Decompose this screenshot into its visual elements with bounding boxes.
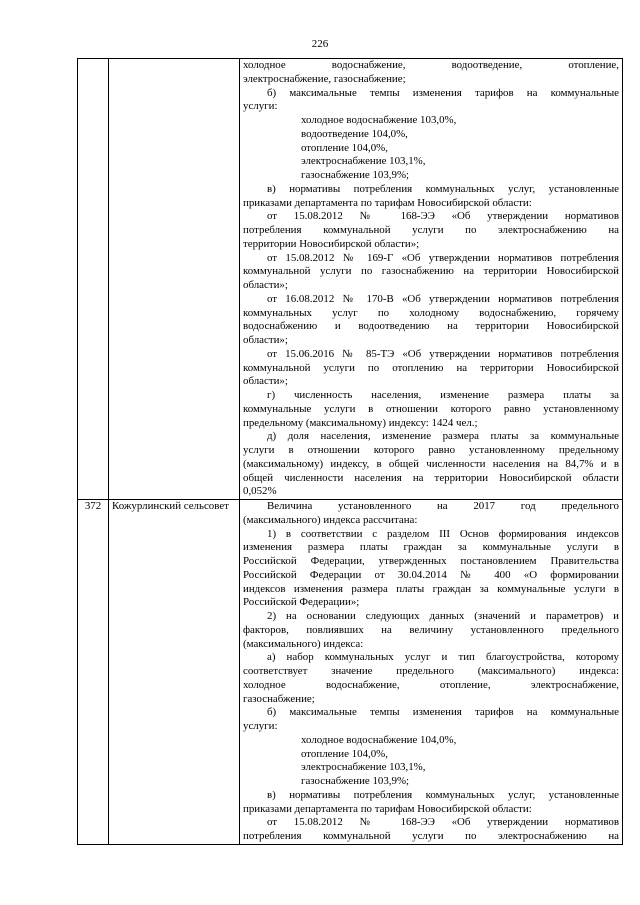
text-line: коммунальной услуги по газоснабжению на территории Новосибирской <box>243 265 619 278</box>
text-line: потребления коммунальной услуги по электроснабжению на <box>243 224 619 236</box>
text-line: (максимальному) индексу, в общей численности населения на 84,7% и в <box>243 457 619 470</box>
text-line: г) численность населения, изменение размера платы за <box>267 389 619 401</box>
text-line: от 15.06.2016 № 85-ТЭ «Об утверждении нормативов потребления <box>267 347 619 360</box>
text-line: коммунальные услуги в отношении которого равно установленному <box>243 402 619 415</box>
text-line: Величина установленного на 2017 год предельного <box>267 500 619 512</box>
text-line: холодное водоснабжение, отопление, электроснабжение, <box>243 678 619 691</box>
text-line: соответствует значение предельного (максимального) индекса: <box>243 665 619 677</box>
text-line: отопление 104,0%, <box>301 141 388 154</box>
text-line: территории Новосибирской области»; <box>243 237 420 250</box>
text-line: водоснабжению и водоотведению на территории Новосибирской <box>243 320 619 333</box>
municipality-name-cell <box>109 59 240 500</box>
text-line: электроснабжение 103,1%, <box>301 155 426 168</box>
text-line: коммунальной услуги по отоплению на территории Новосибирской <box>243 361 619 374</box>
text-line: холодное водоснабжение, водоотведение, отопление, <box>243 59 619 71</box>
text-line: б) максимальные темпы изменения тарифов на коммунальные <box>267 86 619 99</box>
text-line: области»; <box>243 334 288 346</box>
text-line: холодное водоснабжение 104,0%, <box>301 733 457 746</box>
text-line: в) нормативы потребления коммунальных услуг, установленные <box>267 182 619 195</box>
document-table <box>77 58 623 845</box>
text-line: общей численности населения на территории Новосибирской области <box>243 471 619 484</box>
text-line: электроснабжение 103,1%, <box>301 761 426 774</box>
row-number-cell: 372 <box>78 500 109 845</box>
text-line: 0,052% <box>243 485 277 498</box>
table-row <box>78 500 623 845</box>
text-line: потребления коммунальной услуги по электроснабжению на <box>243 830 619 842</box>
text-line: газоснабжение 103,9%; <box>301 775 410 787</box>
text-line: от 15.08.2012 № 169-Г «Об утверждении нормативов потребления <box>267 251 619 264</box>
text-line: услуги в отношении которого равно установленному предельному <box>243 444 619 456</box>
text-line: (максимального) индекса: <box>243 637 364 650</box>
text-line: от 15.08.2012 № 168-ЭЭ «Об утверждении нормативов <box>267 816 619 829</box>
text-line: в) нормативы потребления коммунальных услуг, установленные <box>267 788 619 801</box>
description-cell <box>240 59 623 500</box>
municipality-name-cell: Кожурлинский сельсовет <box>109 500 240 845</box>
text-line: газоснабжение; <box>243 692 315 705</box>
text-line: холодное водоснабжение 103,0%, <box>301 114 457 126</box>
description-cell <box>240 500 623 845</box>
text-line: индексов изменения размера платы граждан за коммунальные услуги в <box>243 582 619 595</box>
text-line: области»; <box>243 375 288 388</box>
text-line: газоснабжение 103,9%; <box>301 169 410 181</box>
text-line: 1) в соответствии с разделом III Основ формирования индексов <box>267 527 619 540</box>
page-number: 226 <box>311 38 329 50</box>
text-line: электроснабжение, газоснабжение; <box>243 72 406 85</box>
text-line: Российской Федерации от 30.04.2014 № 400 «О формировании <box>243 568 619 581</box>
text-line: изменения размера платы граждан за коммунальные услуги в <box>243 541 619 554</box>
text-line: Российской Федерации»; <box>243 596 360 609</box>
text-line: д) доля населения, изменение размера платы за коммунальные <box>267 430 619 443</box>
text-line: водоотведение 104,0%, <box>301 127 408 140</box>
text-line: (максимального) индекса рассчитана: <box>243 513 418 526</box>
text-line: предельному (максимальному) индексу: 1424 чел.; <box>243 416 478 429</box>
text-line: а) набор коммунальных услуг и тип благоустройства, которому <box>267 651 619 664</box>
text-line: отопление 104,0%, <box>301 747 388 760</box>
text-line: приказами департамента по тарифам Новосибирской области: <box>243 802 532 815</box>
text-line: приказами департамента по тарифам Новосибирской области: <box>243 196 532 209</box>
text-line: услуги: <box>243 720 278 732</box>
text-line: от 15.08.2012 № 168-ЭЭ «Об утверждении нормативов <box>267 210 619 223</box>
text-line: коммунальных услуг по холодному водоснабжению, горячему <box>243 306 619 319</box>
text-line: б) максимальные темпы изменения тарифов на коммунальные <box>267 706 619 719</box>
text-line: услуги: <box>243 100 278 113</box>
text-line: факторов, повлиявших на величину установленного предельного <box>243 623 619 636</box>
table-row <box>78 59 623 500</box>
row-number-cell <box>78 59 109 500</box>
text-line: области»; <box>243 279 288 291</box>
text-line: от 16.08.2012 № 170-В «Об утверждении нормативов потребления <box>267 292 619 305</box>
text-line: Российской Федерации, утвержденных постановлением Правительства <box>243 555 619 567</box>
text-line: 2) на основании следующих данных (значений и параметров) и <box>267 610 619 622</box>
